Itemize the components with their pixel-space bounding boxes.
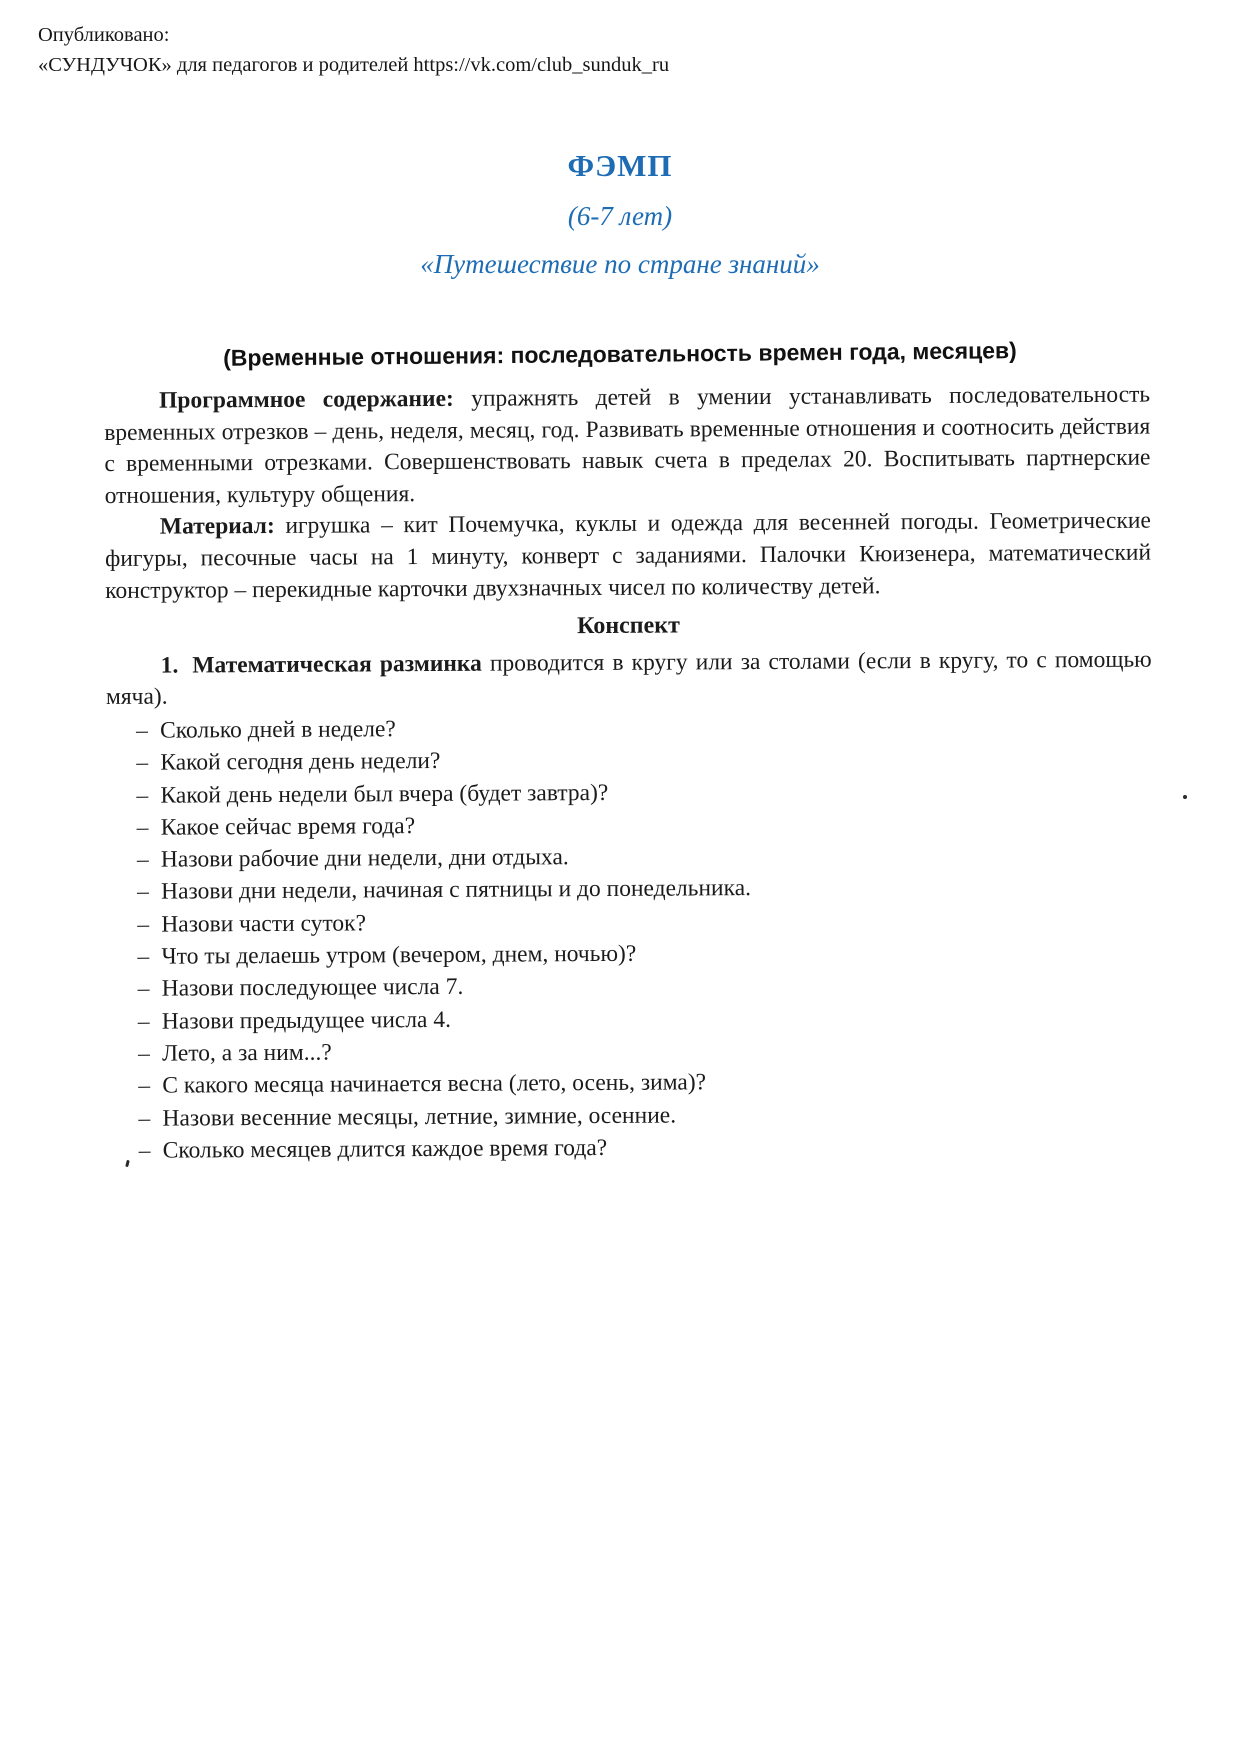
document-subtitle: «Путешествие по стране знаний» bbox=[420, 249, 820, 279]
question-text: Назови рабочие дни недели, дни отдыха. bbox=[160, 844, 569, 873]
material-text: игрушка – кит Почемучка, куклы и одежда для весенней погоды. Геометрические фигуры, песочные часы на 1 минуту, конверт с заданиями. Палочки Кюизенера, математический конструктор – перекидные карточки двухзначных чисел по количеству детей. bbox=[104, 507, 1152, 604]
scan-speck bbox=[1183, 795, 1187, 799]
program-text: упражнять детей в умении устанавливать последовательность временных отрезков – день, неделя, месяц, год. Развивать временные отношения и соотносить действия с временными отрезками. Совершенствовать навык счета в пределах 20. Воспитывать партнерские отношения, культуру общения. bbox=[104, 381, 1151, 509]
list-dash-marker: – bbox=[136, 846, 149, 873]
question-text: Какое сейчас время года? bbox=[160, 812, 416, 841]
list-dash-marker: – bbox=[138, 1105, 151, 1132]
question-text: Что ты делаешь утром (вечером, днем, ночью)? bbox=[161, 940, 637, 970]
warmup-item-text: проводится в кругу или за столами (если в кругу, то с помощью мяча). bbox=[105, 646, 1152, 711]
question-text: Какой сегодня день недели? bbox=[160, 748, 441, 776]
questions-list bbox=[106, 709, 1155, 1168]
published-source-line: «СУНДУЧОК» для педагогов и родителей https://vk.com/club_sunduk_ru bbox=[38, 54, 670, 76]
list-dash-marker: – bbox=[138, 1072, 151, 1100]
warmup-item-number: 1. bbox=[160, 652, 179, 679]
list-dash-marker: – bbox=[137, 911, 150, 938]
title-block bbox=[0, 148, 1240, 280]
list-dash-marker: – bbox=[137, 879, 149, 906]
published-label: Опубликовано: bbox=[38, 24, 170, 46]
list-dash-marker: – bbox=[138, 1040, 150, 1067]
warmup-item-label: Математическая разминка bbox=[192, 650, 482, 679]
publication-header bbox=[38, 20, 669, 80]
question-text: Сколько месяцев длится каждое время года? bbox=[162, 1134, 608, 1164]
topic-heading: (Временные отношения: последовательность времен года, месяцев) bbox=[223, 337, 1017, 371]
question-text: Какой день недели был вчера (будет завтра)? bbox=[160, 779, 609, 809]
question-text: Назови предыдущее числа 4. bbox=[161, 1006, 452, 1035]
document-body bbox=[104, 380, 1155, 1167]
list-dash-marker: – bbox=[138, 1137, 151, 1164]
section-heading: Конспект bbox=[576, 612, 680, 640]
question-text: Лето, а за ним...? bbox=[161, 1039, 332, 1067]
question-text: Назови последующее числа 7. bbox=[161, 974, 464, 1002]
question-text: Назови дни недели, начиная с пятницы и до понедельника. bbox=[161, 875, 752, 906]
material-paragraph bbox=[105, 506, 1152, 607]
question-text: Назови весенние месяцы, летние, зимние, осенние. bbox=[162, 1102, 677, 1132]
question-text: С какого месяца начинается весна (лето, осень, зима)? bbox=[162, 1069, 707, 1099]
question-item bbox=[109, 1128, 1155, 1167]
list-dash-marker: – bbox=[136, 782, 149, 809]
program-label: Программное содержание: bbox=[159, 385, 454, 414]
question-text: Назови части суток? bbox=[161, 910, 367, 938]
list-dash-marker: – bbox=[136, 749, 149, 777]
question-text: Сколько дней в неделе? bbox=[160, 716, 396, 744]
program-paragraph bbox=[104, 380, 1151, 513]
list-dash-marker: – bbox=[136, 814, 149, 841]
warmup-paragraph bbox=[106, 644, 1152, 714]
material-label: Материал: bbox=[159, 513, 275, 541]
list-dash-marker: – bbox=[137, 976, 150, 1003]
document-title: ФЭМП bbox=[567, 148, 673, 183]
age-range: (6-7 лет) bbox=[567, 201, 673, 231]
list-dash-marker: – bbox=[136, 717, 148, 744]
list-dash-marker: – bbox=[137, 943, 150, 970]
list-dash-marker: – bbox=[137, 1008, 150, 1035]
